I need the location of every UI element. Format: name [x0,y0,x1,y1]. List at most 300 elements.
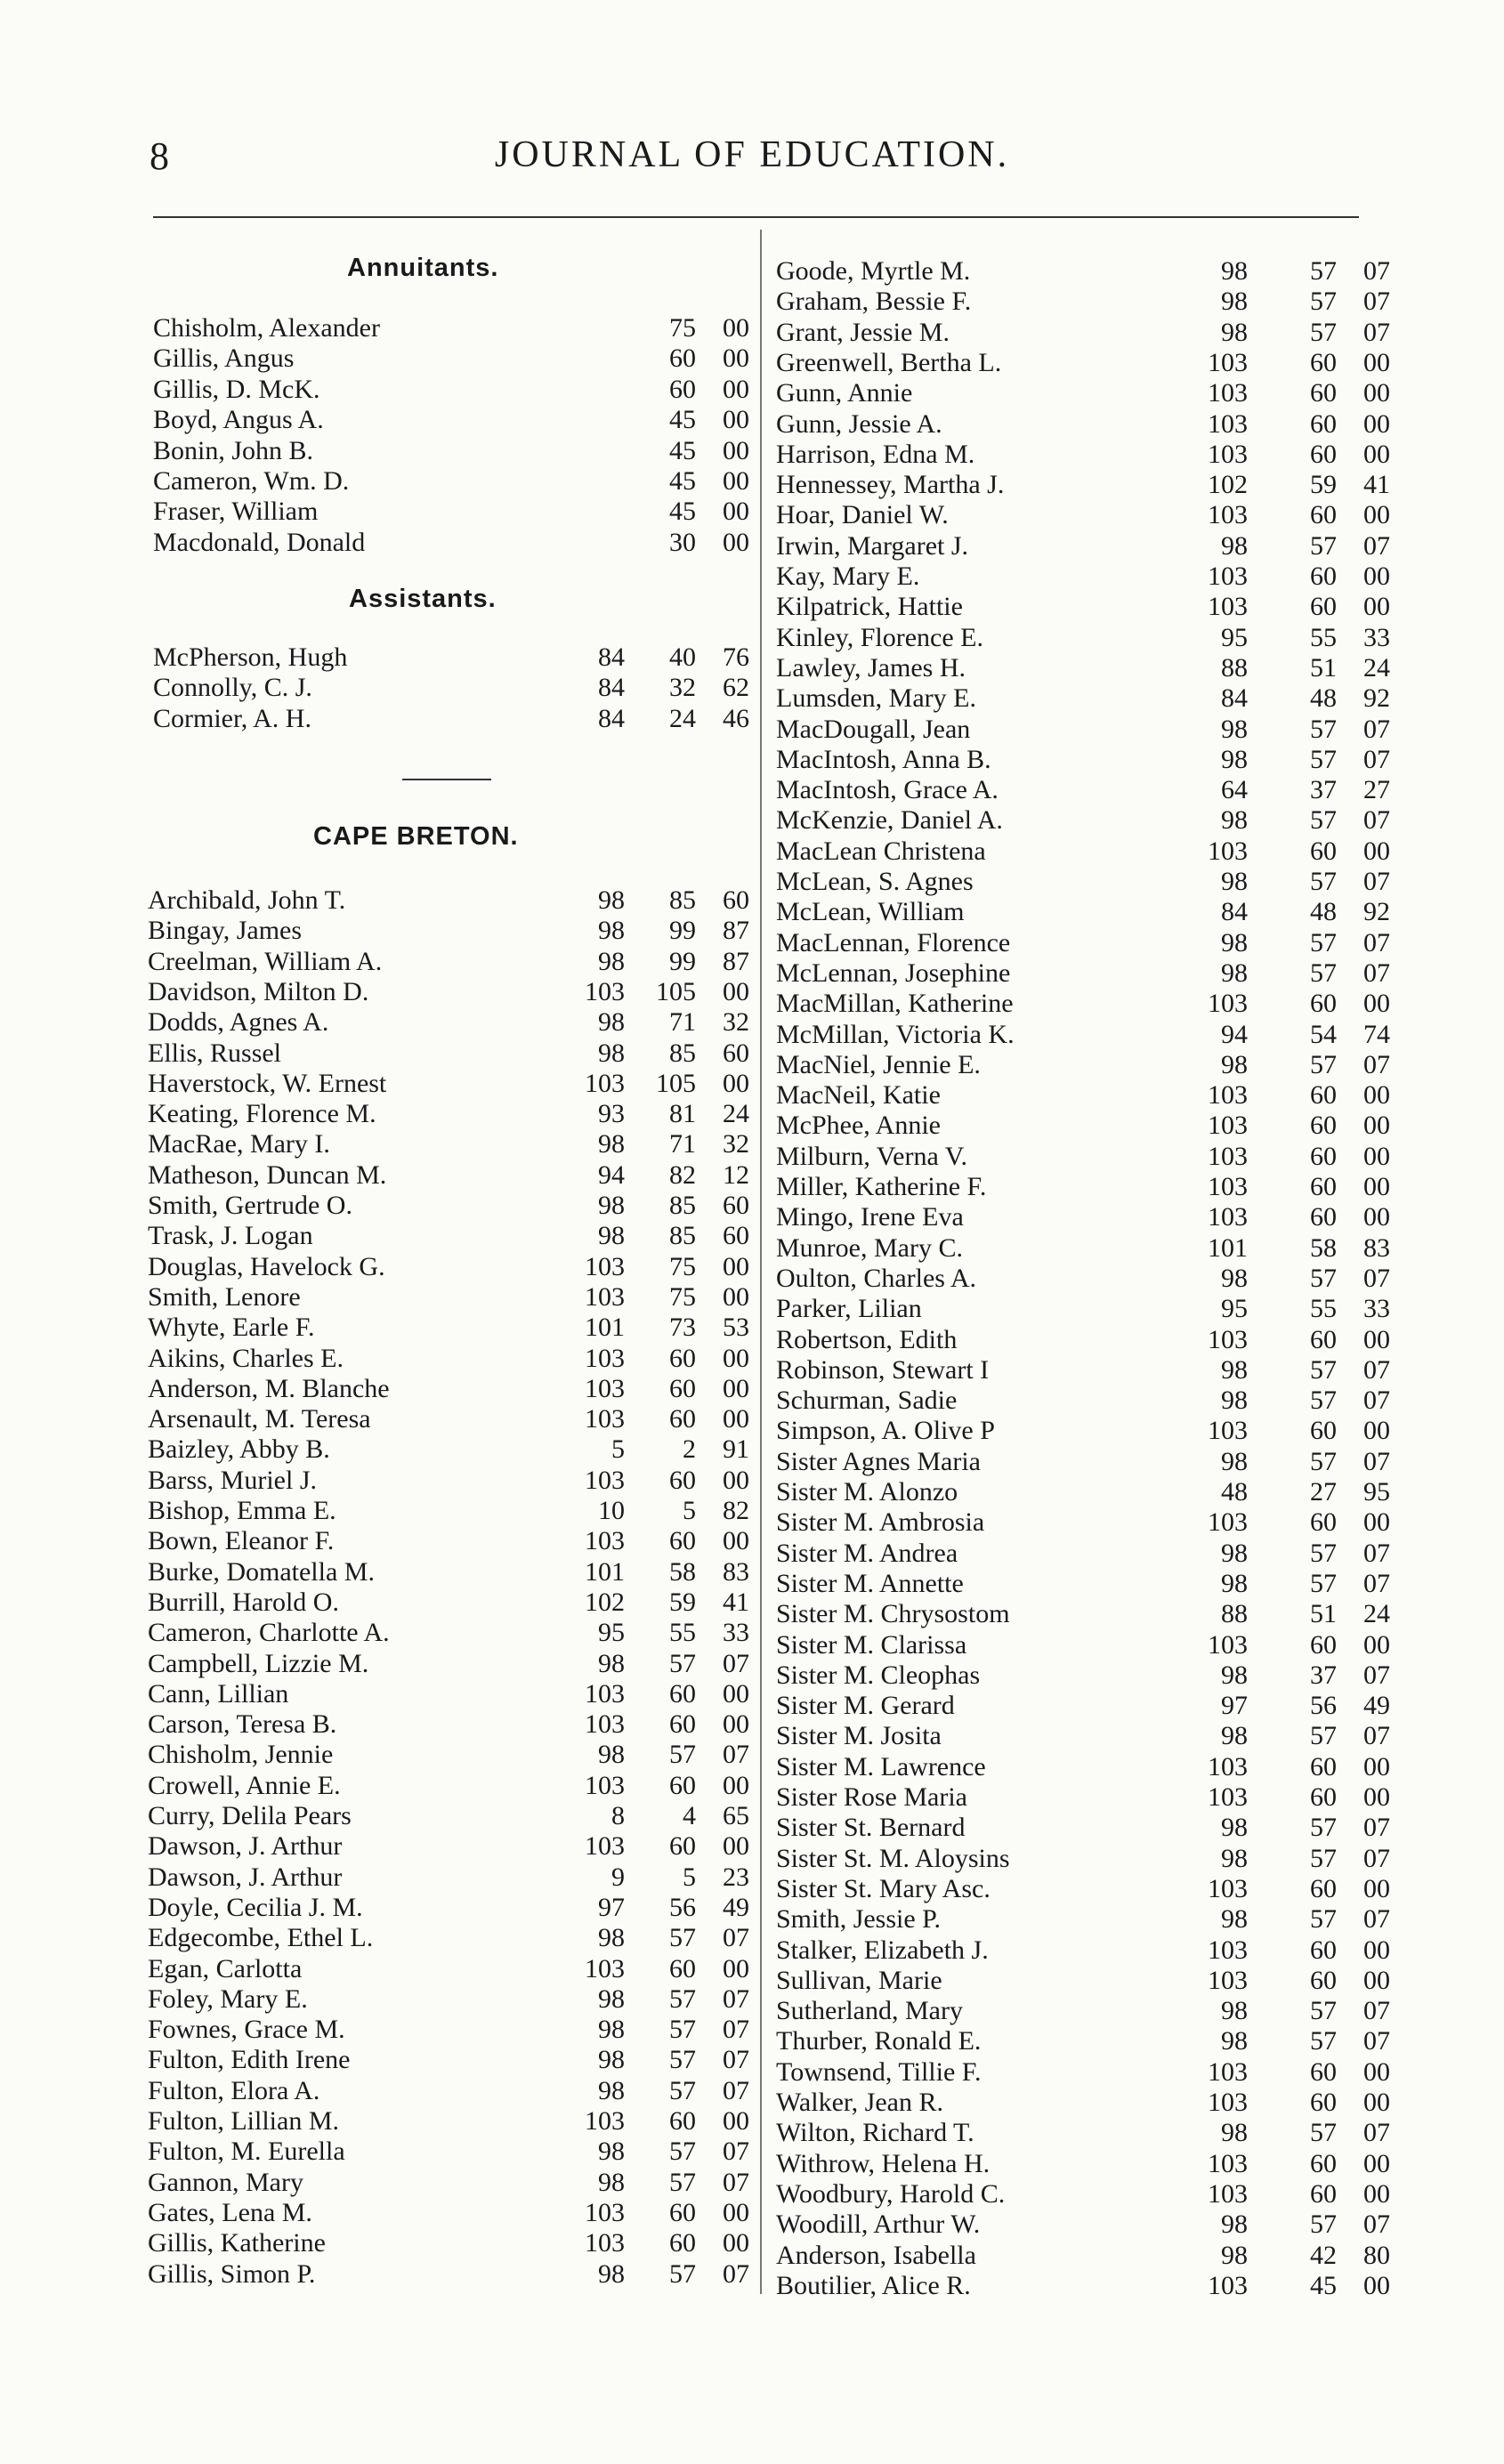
grant-dollars: 57 [1310,2118,1337,2148]
grant-dollars: 37 [1310,1660,1337,1690]
grant-dollars: 56 [669,1892,696,1922]
grant-cents: 07 [1363,1263,1390,1293]
grant-cents: 00 [723,343,749,374]
table-row [148,1679,753,1709]
grant-dollars: 60 [1310,1965,1337,1995]
days-taught: 103 [585,1281,625,1312]
teacher-name: Hoar, Daniel W. [776,500,949,530]
teacher-name: Woodbury, Harold C. [776,2178,1006,2209]
days-taught: 98 [598,2075,625,2105]
grant-cents: 07 [1363,957,1390,988]
table-row [776,2118,1390,2148]
grant-cents: 00 [723,2197,749,2227]
grant-dollars: 57 [1310,287,1337,317]
days-taught: 103 [1208,439,1248,469]
grant-cents: 00 [1363,2148,1390,2178]
days-taught: 94 [1221,1019,1248,1049]
days-taught: 103 [1208,592,1248,622]
table-row [148,1526,753,1556]
grant-cents: 00 [723,1281,749,1312]
grant-dollars: 60 [669,1770,696,1800]
grant-cents: 07 [723,1740,749,1770]
days-taught: 98 [598,2015,625,2045]
table-row [148,977,753,1007]
teacher-name: Irwin, Margaret J. [776,530,969,561]
teacher-name: Smith, Gertrude O. [148,1191,352,1220]
table-row [776,805,1390,836]
days-taught: 103 [585,1678,625,1709]
teacher-name: Archibald, John T. [148,885,346,915]
grant-dollars: 60 [669,2197,696,2227]
table-row [148,2259,753,2290]
days-taught: 98 [1221,1843,1248,1873]
days-taught: 103 [585,1770,625,1800]
grant-dollars: 60 [1310,1172,1337,1201]
teacher-name: Bingay, James [148,916,303,946]
days-taught: 98 [598,916,625,946]
days-taught: 103 [585,2197,625,2227]
days-taught: 98 [598,2258,625,2289]
days-taught: 98 [1221,2240,1248,2270]
teacher-name: Cormier, A. H. [153,703,311,733]
grant-cents: 83 [723,1556,749,1587]
days-taught: 98 [598,1983,625,2014]
table-row [776,1629,1390,1660]
grant-dollars: 60 [1310,1141,1337,1171]
section-separator [402,779,491,780]
grant-cents: 07 [1363,867,1390,896]
days-taught: 95 [1221,622,1248,652]
teacher-name: Dawson, J. Arthur [148,1862,343,1892]
table-row [776,989,1390,1019]
grant-dollars: 57 [1310,805,1337,836]
days-taught: 98 [598,1191,625,1220]
grant-dollars: 48 [1310,897,1337,927]
days-taught: 9 [611,1862,625,1892]
teacher-name: MacIntosh, Grace A. [776,775,999,805]
days-taught: 84 [1221,897,1248,927]
grant-dollars: 99 [669,946,696,976]
grant-cents: 80 [1363,2240,1390,2270]
grant-dollars: 57 [1310,317,1337,347]
grant-dollars: 57 [1310,2026,1337,2056]
teacher-name: Sister St. Mary Asc. [776,1873,991,1903]
days-taught: 103 [1208,1080,1248,1111]
grant-dollars: 85 [669,885,696,915]
days-taught: 98 [598,1648,625,1678]
days-taught: 10 [598,1496,625,1525]
grant-dollars: 55 [1310,1294,1337,1324]
grant-cents: 00 [723,1770,749,1800]
grant-dollars: 57 [1310,927,1337,957]
teacher-name: Greenwell, Bertha L. [776,347,1002,377]
table-row [776,1568,1390,1599]
days-taught: 103 [1208,1629,1248,1660]
days-taught: 103 [1208,1965,1248,1995]
teacher-name: Fulton, Lillian M. [148,2106,340,2136]
teacher-name: Bown, Eleanor F. [148,1526,335,1556]
grant-dollars: 57 [1310,2210,1337,2240]
table-row [148,1252,753,1282]
days-taught: 103 [1208,989,1248,1019]
days-taught: 98 [598,2167,625,2197]
table-row [776,836,1390,867]
days-taught: 103 [585,976,625,1006]
grant-cents: 65 [723,1801,749,1830]
days-taught: 98 [1221,714,1248,744]
table-row [776,1599,1390,1629]
grant-dollars: 57 [1310,1721,1337,1751]
heading-assistants: Assistants. [349,585,497,613]
table-row [148,1557,753,1587]
table-row [148,1893,753,1923]
teacher-name: Creelman, William A. [148,946,383,976]
grant-cents: 07 [1363,1843,1390,1873]
table-row [148,1496,753,1526]
teacher-name: MacNiel, Jennie E. [776,1049,981,1079]
grant-cents: 07 [1363,1446,1390,1476]
table-row [776,867,1390,897]
grant-dollars: 57 [1310,1354,1337,1385]
grant-dollars: 60 [1310,561,1337,591]
days-taught: 98 [598,2137,625,2167]
grant-cents: 83 [1363,1232,1390,1263]
grant-cents: 00 [1363,500,1390,530]
grant-dollars: 60 [669,2106,696,2136]
grant-cents: 07 [1363,2026,1390,2056]
grant-cents: 00 [723,1068,749,1098]
teacher-name: Boutilier, Alice R. [776,2270,971,2300]
grant-dollars: 57 [1310,1263,1337,1293]
grant-cents: 24 [723,1099,749,1129]
grant-dollars: 51 [1310,652,1337,683]
grant-cents: 07 [1363,1385,1390,1416]
table-row [148,1434,753,1465]
teacher-name: Gunn, Jessie A. [776,408,942,439]
grant-dollars: 60 [669,1831,696,1862]
grant-dollars: 73 [669,1313,696,1343]
teacher-name: Crowell, Annie E. [148,1770,341,1800]
table-row [776,530,1390,561]
days-taught: 98 [598,1038,625,1068]
table-row [148,1709,753,1740]
days-taught: 98 [1221,530,1248,561]
days-taught: 98 [1221,1568,1248,1598]
days-taught: 98 [1221,256,1248,286]
table-row [148,1740,753,1770]
grant-cents: 92 [1363,897,1390,927]
grant-cents: 07 [1363,1904,1390,1935]
teacher-name: Oulton, Charles A. [776,1263,976,1293]
grant-dollars: 48 [1310,683,1337,714]
grant-dollars: 57 [1310,714,1337,744]
table-row [776,1721,1390,1751]
table-row [148,1282,753,1313]
grant-cents: 07 [723,1648,749,1678]
grant-cents: 07 [1363,256,1390,286]
days-taught: 98 [1221,1263,1248,1293]
table-row [153,673,749,703]
table-row [776,1996,1390,2026]
grant-cents: 00 [723,2106,749,2136]
days-taught: 98 [1221,1354,1248,1385]
days-taught: 101 [585,1556,625,1587]
teacher-name: Sister M. Gerard [776,1691,955,1721]
table-row [148,885,753,916]
grant-cents: 00 [1363,1111,1390,1141]
grant-dollars: 60 [1310,1629,1337,1660]
grant-dollars: 60 [1310,1507,1337,1538]
grant-dollars: 55 [669,1618,696,1648]
teacher-name: Kinley, Florence E. [776,622,983,652]
days-taught: 103 [1208,1324,1248,1354]
table-row [148,1069,753,1099]
grant-cents: 49 [723,1892,749,1922]
grant-dollars: 57 [669,1648,696,1678]
table-row [776,1172,1390,1202]
grant-cents: 46 [723,703,749,733]
grant-cents: 00 [723,1709,749,1740]
grant-dollars: 5 [683,1496,696,1525]
teacher-name: Walker, Jean R. [776,2088,943,2117]
grant-cents: 00 [1363,989,1390,1019]
grant-dollars: 57 [669,2015,696,2045]
grant-dollars: 60 [1310,1324,1337,1354]
table-row [776,683,1390,714]
days-taught: 103 [1208,2270,1248,2300]
grant-dollars: 60 [1310,1751,1337,1781]
grant-dollars: 57 [1310,1049,1337,1079]
heading-annuitants: Annuitants. [347,254,499,282]
table-row [776,347,1390,378]
table-row [776,1691,1390,1721]
table-row [776,408,1390,440]
teacher-name: Schurman, Sadie [776,1385,958,1416]
days-taught: 103 [585,1068,625,1098]
table-row [148,1801,753,1831]
table-row [776,1538,1390,1569]
grant-dollars: 60 [1310,1080,1337,1111]
days-taught: 98 [1221,1049,1248,1079]
teacher-name: McLean, William [776,897,965,927]
days-taught: 84 [598,642,625,672]
teacher-name: Burke, Domatella M. [148,1556,375,1587]
teacher-name: Whyte, Earle F. [148,1313,315,1343]
days-taught: 103 [1208,1141,1248,1171]
days-taught: 103 [1208,1873,1248,1903]
days-taught: 97 [1221,1691,1248,1721]
grant-dollars: 57 [1310,1904,1337,1935]
grant-cents: 00 [723,497,749,527]
days-taught: 98 [1221,744,1248,774]
grant-cents: 62 [723,673,749,703]
grant-cents: 07 [723,2075,749,2105]
grant-dollars: 40 [669,642,696,672]
days-taught: 103 [1208,1751,1248,1781]
teacher-name: Curry, Delila Pears [148,1801,352,1830]
grant-dollars: 57 [1310,530,1337,561]
days-taught: 103 [585,2228,625,2258]
grant-dollars: 57 [669,2137,696,2167]
table-row [153,642,749,673]
grant-cents: 60 [723,885,749,915]
teacher-name: Sister Rose Maria [776,1782,967,1812]
table-row [776,622,1390,653]
days-taught: 103 [585,1526,625,1556]
table-row [776,1477,1390,1507]
days-taught: 103 [1208,408,1248,439]
grant-cents: 00 [723,1953,749,1983]
grant-dollars: 60 [669,1678,696,1709]
grant-cents: 00 [723,1465,749,1495]
grant-cents: 00 [1363,1172,1390,1201]
teacher-name: Sister St. M. Aloysins [776,1843,1010,1873]
teacher-name: Graham, Bessie F. [776,287,972,317]
grant-dollars: 55 [1310,622,1337,652]
days-taught: 98 [1221,1385,1248,1416]
table-row [776,897,1390,927]
teacher-name: McLennan, Josephine [776,957,1011,988]
grant-cents: 00 [1363,2056,1390,2087]
teacher-name: Carson, Teresa B. [148,1709,337,1740]
teacher-name: Lawley, James H. [776,652,966,683]
grant-dollars: 51 [1310,1599,1337,1629]
days-taught: 102 [585,1587,625,1617]
days-taught: 103 [1208,1935,1248,1965]
grant-cents: 00 [723,976,749,1006]
table-row [776,500,1390,530]
grant-cents: 07 [1363,1813,1390,1843]
teacher-name: Sister M. Chrysostom [776,1599,1010,1629]
table-row [148,1984,753,2015]
grant-cents: 07 [1363,1660,1390,1690]
teacher-name: Smith, Lenore [148,1281,301,1312]
grant-dollars: 57 [1310,1385,1337,1416]
grant-cents: 00 [723,1373,749,1403]
table-row [776,1813,1390,1843]
teacher-name: Sullivan, Marie [776,1965,942,1995]
table-row [148,1831,753,1862]
table-row [776,1782,1390,1813]
days-taught: 103 [585,1709,625,1740]
teacher-name: Keating, Florence M. [148,1099,376,1129]
grant-cents: 87 [723,916,749,946]
table-row [776,1202,1390,1232]
grant-cents: 07 [1363,1049,1390,1079]
days-taught: 5 [611,1434,625,1465]
grant-dollars: 45 [669,405,696,435]
days-taught: 97 [598,1892,625,1922]
grant-cents: 07 [723,2045,749,2075]
teacher-name: Gillis, Angus [153,343,295,374]
grant-cents: 00 [1363,1324,1390,1354]
teacher-name: Cameron, Charlotte A. [148,1618,390,1648]
grant-dollars: 60 [1310,1873,1337,1903]
table-row [776,1965,1390,1996]
grant-cents: 07 [1363,317,1390,347]
teacher-name: Gillis, D. McK. [153,374,320,404]
teacher-name: Stalker, Elizabeth J. [776,1935,989,1965]
days-taught: 103 [1208,2148,1248,2178]
table-row [776,1294,1390,1324]
grant-cents: 33 [1363,1294,1390,1324]
table-row [776,2056,1390,2088]
table-row [776,2270,1390,2301]
grant-cents: 00 [1363,2088,1390,2117]
grant-cents: 07 [1363,287,1390,317]
grant-dollars: 27 [1310,1477,1337,1507]
teacher-name: MacLean Christena [776,836,986,866]
grant-dollars: 60 [1310,2178,1337,2209]
grant-cents: 00 [1363,592,1390,622]
grant-dollars: 81 [669,1099,696,1129]
table-row [776,1019,1390,1050]
grant-cents: 12 [723,1159,749,1190]
table-row [776,1416,1390,1446]
days-taught: 103 [585,1953,625,1983]
teacher-name: Wilton, Richard T. [776,2118,974,2148]
journal-title: JOURNAL OF EDUCATION. [494,134,1010,175]
teacher-name: Fulton, M. Eurella [148,2137,345,2167]
grant-dollars: 57 [1310,1843,1337,1873]
days-taught: 103 [585,1404,625,1434]
grant-dollars: 57 [669,1923,696,1953]
grant-dollars: 75 [669,313,696,343]
grant-dollars: 45 [1310,2270,1337,2300]
days-taught: 98 [1221,1996,1248,2026]
grant-cents: 82 [723,1496,749,1525]
teacher-name: Sister M. Ambrosia [776,1507,985,1538]
grant-dollars: 57 [1310,1446,1337,1476]
table-row [148,1649,753,1679]
table-row [776,744,1390,775]
teacher-name: Boyd, Angus A. [153,405,324,435]
teacher-name: MacIntosh, Anna B. [776,744,991,774]
teacher-name: Chisholm, Alexander [153,313,380,343]
teacher-name: Burrill, Harold O. [148,1587,339,1617]
table-row [148,1771,753,1801]
grant-dollars: 60 [669,1526,696,1556]
grant-dollars: 75 [669,1251,696,1281]
days-taught: 98 [598,1740,625,1770]
table-row [776,1507,1390,1538]
grant-dollars: 60 [1310,2088,1337,2117]
days-taught: 103 [585,1251,625,1281]
table-row [776,1904,1390,1935]
table-row [776,1263,1390,1294]
days-taught: 84 [598,703,625,733]
days-taught: 98 [598,885,625,915]
grant-dollars: 105 [656,976,696,1006]
table-row [148,1466,753,1496]
grant-dollars: 60 [1310,1782,1337,1812]
grant-cents: 49 [1363,1691,1390,1721]
grant-cents: 27 [1363,775,1390,805]
table-row [776,378,1390,408]
days-taught: 103 [1208,2056,1248,2087]
grant-cents: 07 [723,2015,749,2045]
days-taught: 48 [1221,1477,1248,1507]
days-taught: 98 [1221,1721,1248,1751]
grant-cents: 00 [723,1678,749,1709]
grant-dollars: 71 [669,1007,696,1038]
grant-dollars: 60 [1310,500,1337,530]
table-row [776,1385,1390,1416]
grant-cents: 00 [1363,2270,1390,2300]
teacher-name: Chisholm, Jennie [148,1740,334,1770]
table-row [776,775,1390,805]
grant-dollars: 54 [1310,1019,1337,1049]
